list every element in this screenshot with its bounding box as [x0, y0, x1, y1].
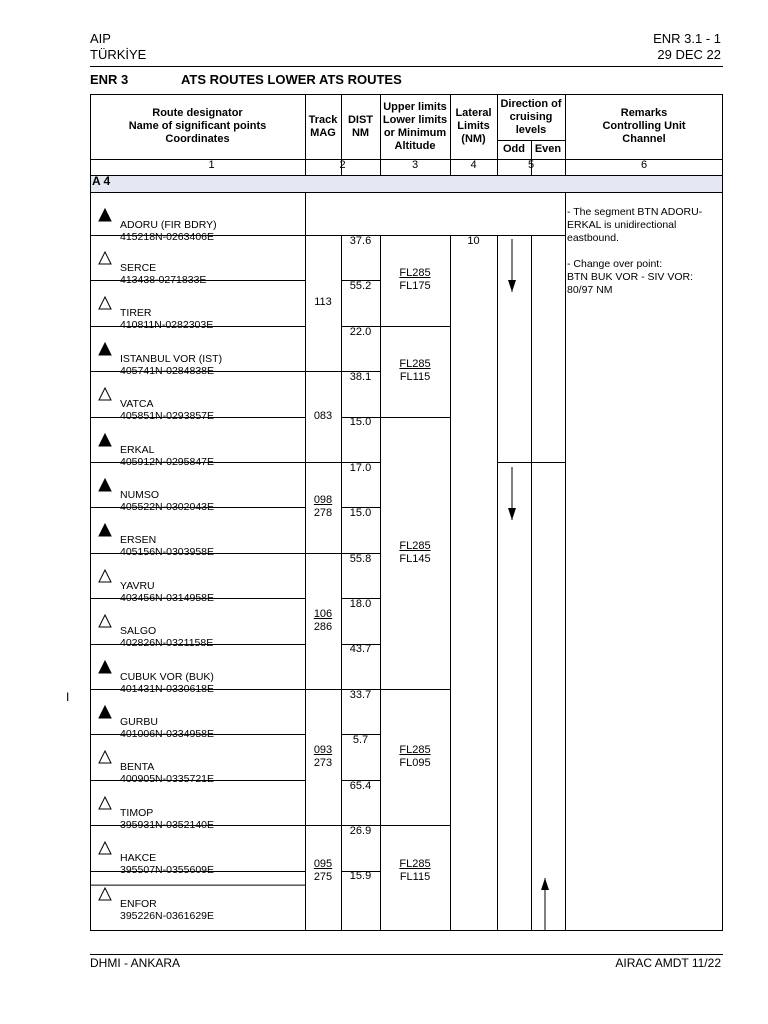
header-odd: Odd	[503, 143, 525, 155]
odd-arrow-down-1-head	[508, 280, 516, 292]
track-inbound: 273	[313, 757, 333, 770]
point-name: SERCE	[120, 262, 157, 274]
track-outbound: 106	[313, 607, 333, 620]
point-name: CUBUK VOR (BUK)	[120, 670, 214, 683]
header-dist: DIST NM	[347, 113, 374, 139]
track-value	[305, 608, 341, 634]
footer-right: AIRAC AMDT 11/22	[615, 956, 721, 970]
section-code: ENR 3	[90, 72, 129, 87]
open-triangle-icon	[98, 796, 112, 810]
open-triangle-icon	[98, 569, 112, 583]
lower-limit: FL145	[399, 552, 431, 565]
open-triangle-icon	[98, 296, 112, 310]
track-value	[305, 296, 341, 309]
track-outbound: 083	[313, 409, 333, 422]
track-value	[305, 494, 341, 520]
open-triangle-icon	[98, 887, 112, 901]
header-aip: AIP	[90, 31, 111, 46]
col-number-4: 4	[470, 159, 477, 171]
col-number-2: 2	[339, 159, 346, 171]
open-triangle-icon	[98, 750, 112, 764]
lower-limit: FL115	[399, 870, 431, 883]
remark-unidirectional: - The segment BTN ADORU-ERKAL is unidirectional eastbound.	[567, 206, 703, 244]
vertical-limits	[380, 540, 450, 566]
segment-distance: 65.4	[349, 779, 372, 792]
vertical-limits	[380, 858, 450, 884]
filled-triangle-icon	[98, 705, 112, 719]
header-lateral: Lateral Limits (NM)	[455, 107, 492, 145]
route-band	[90, 175, 723, 192]
section-title: ATS ROUTES LOWER ATS ROUTES	[181, 72, 402, 87]
col-number-5: 5	[527, 159, 535, 171]
footer-left: DHMI - ANKARA	[90, 956, 181, 970]
point-coordinates: 401431N-0330618E	[120, 682, 214, 695]
header-remarks: Remarks Controlling Unit Channel	[602, 107, 686, 145]
point-name: ERSEN	[120, 534, 157, 547]
point-name: BENTA	[120, 761, 155, 774]
amendment-margin-mark: I	[66, 690, 70, 704]
col-number-1: 1	[208, 159, 215, 171]
route-designator: A 4	[92, 174, 111, 188]
point-coordinates: 400905N-0335721E	[120, 773, 214, 786]
filled-triangle-icon	[98, 433, 112, 447]
track-outbound: 113	[314, 296, 332, 309]
point-name: ISTANBUL VOR (IST)	[120, 352, 223, 365]
col-number-6: 6	[640, 159, 648, 171]
point-name: VATCA	[120, 398, 154, 411]
open-triangle-icon	[98, 387, 112, 401]
segment-distance: 18.0	[349, 597, 372, 610]
filled-triangle-icon	[98, 208, 112, 222]
segment-distance: 37.6	[349, 234, 372, 247]
segment-distance: 15.0	[349, 507, 372, 520]
header-country: TÜRKİYE	[90, 47, 147, 62]
track-inbound: 275	[313, 870, 333, 883]
footer-rule	[90, 954, 723, 955]
point-name: ENFOR	[120, 897, 157, 910]
track-outbound: 098	[313, 494, 333, 507]
point-name: TIMOP	[120, 806, 154, 819]
header-page-ref: ENR 3.1 - 1	[653, 31, 721, 46]
point-name: HAKCE	[120, 852, 157, 865]
segment-distance: 43.7	[349, 643, 372, 656]
upper-limit: FL285	[399, 267, 431, 280]
point-coordinates: 395226N-0361629E	[120, 909, 214, 922]
col-number-3: 3	[411, 159, 419, 171]
point-coordinates: 405741N-0284838E	[120, 364, 214, 377]
odd-arrow-down-2-head	[508, 508, 516, 520]
point-coordinates: 405522N-0302043E	[120, 501, 214, 513]
open-triangle-icon	[98, 251, 112, 265]
point-coordinates: 415218N-0263406E	[120, 231, 214, 243]
remarks-block	[567, 206, 721, 297]
point-name: YAVRU	[120, 579, 155, 592]
filled-triangle-icon	[98, 660, 112, 674]
point-coordinates: 402826N-0321158E	[120, 637, 214, 650]
point-name: ERKAL	[120, 443, 155, 456]
track-outbound: 095	[313, 857, 333, 870]
upper-limit: FL285	[399, 744, 431, 757]
track-inbound: 286	[313, 620, 333, 633]
upper-limit: FL285	[399, 539, 431, 552]
segment-distance: 38.1	[349, 370, 372, 383]
segment-distance: 22.0	[349, 325, 372, 338]
vertical-limits	[380, 744, 450, 770]
ats-route-table	[90, 94, 723, 931]
segment-distance: 15.0	[349, 416, 372, 429]
vertical-limits	[380, 267, 450, 293]
header-direction: Direction of cruising levels	[500, 97, 562, 136]
lower-limit: FL175	[399, 280, 431, 293]
filled-triangle-icon	[98, 523, 112, 537]
even-arrow-up-head	[541, 878, 549, 890]
lower-limit: FL115	[399, 371, 431, 384]
header-route: Route designator Name of significant points Coordinates	[128, 107, 267, 145]
point-name: GURBU	[120, 716, 158, 728]
vertical-limits	[380, 358, 450, 384]
segment-distance: 15.9	[349, 870, 372, 883]
point-coordinates: 405156N-0303958E	[120, 546, 214, 559]
upper-limit: FL285	[399, 857, 431, 870]
remark-cop-distance: 80/97 NM	[567, 284, 613, 296]
header-limits: Upper limits Lower limits or Minimum Altitude	[382, 100, 448, 152]
header-rule	[90, 66, 723, 67]
segment-distance: 26.9	[349, 824, 372, 837]
remark-cop-label: - Change over point:	[567, 258, 663, 270]
point-name: SALGO	[120, 625, 157, 638]
point-name: ADORU (FIR BDRY)	[120, 219, 217, 231]
segment-distance: 5.7	[352, 734, 369, 747]
point-coordinates: 410811N-0282303E	[120, 319, 214, 332]
upper-limit: FL285	[399, 358, 431, 371]
point-coordinates: 395507N-0355609E	[120, 864, 214, 877]
segment-distance: 33.7	[349, 688, 372, 701]
point-coordinates: 403456N-0314958E	[120, 591, 214, 604]
point-coordinates: 405912N-0295847E	[120, 455, 214, 468]
track-value	[305, 410, 341, 423]
filled-triangle-icon	[98, 342, 112, 356]
lower-limit: FL095	[399, 757, 431, 770]
header-track: Track MAG	[308, 113, 338, 139]
point-coordinates: 413438-0271833E	[120, 274, 207, 286]
point-coordinates: 395931N-0352140E	[120, 818, 214, 831]
point-name: NUMSO	[120, 489, 160, 501]
point-coordinates: 405851N-0293857E	[120, 410, 214, 423]
point-coordinates: 401006N-0334958E	[120, 728, 214, 740]
track-outbound: 093	[313, 744, 333, 757]
open-triangle-icon	[98, 614, 112, 628]
track-value	[305, 744, 341, 770]
lateral-limits-value: 10	[467, 235, 480, 247]
track-value	[305, 858, 341, 884]
header-date: 29 DEC 22	[657, 47, 721, 62]
segment-distance: 55.2	[349, 280, 372, 293]
open-triangle-icon	[98, 841, 112, 855]
segment-distance: 55.8	[349, 552, 372, 565]
point-name: TIRER	[120, 307, 152, 320]
filled-triangle-icon	[98, 478, 112, 492]
track-inbound: 278	[313, 507, 333, 520]
header-even: Even	[534, 143, 562, 155]
segment-distance: 17.0	[349, 461, 372, 474]
remark-cop-segment: BTN BUK VOR - SIV VOR:	[567, 271, 694, 283]
